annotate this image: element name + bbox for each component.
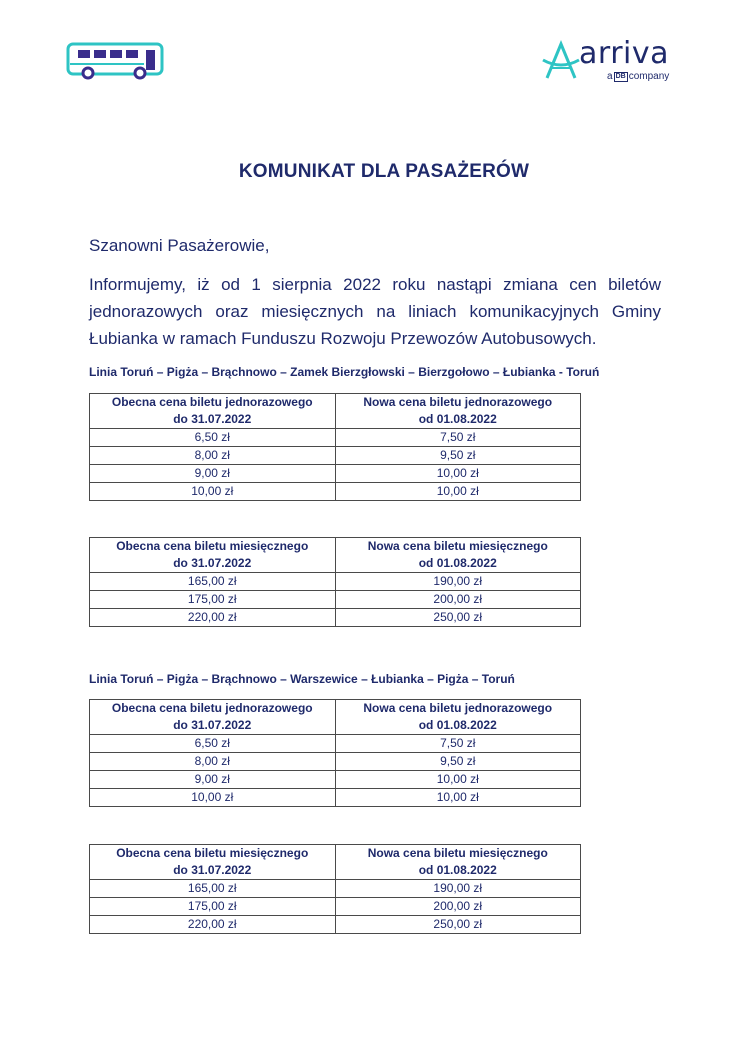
header-date: do 31.07.2022 bbox=[173, 556, 252, 570]
current-price-header bbox=[90, 845, 336, 880]
table-row bbox=[90, 771, 581, 789]
table-row bbox=[90, 483, 581, 501]
header-date: do 31.07.2022 bbox=[173, 863, 252, 877]
table-row bbox=[90, 789, 581, 807]
header-date: od 01.08.2022 bbox=[418, 556, 497, 570]
table-row bbox=[90, 880, 581, 898]
new-price-header bbox=[335, 394, 581, 429]
table-row bbox=[90, 591, 581, 609]
arriva-wordmark: arriva bbox=[579, 36, 669, 71]
new-price-header bbox=[335, 700, 581, 735]
new-price: 10,00 zł bbox=[335, 465, 581, 483]
line-2-monthly-ticket-table bbox=[89, 844, 581, 934]
current-price: 6,50 zł bbox=[90, 735, 336, 753]
current-price: 9,00 zł bbox=[90, 465, 336, 483]
new-price: 200,00 zł bbox=[335, 898, 581, 916]
table-row bbox=[90, 609, 581, 627]
table-row bbox=[90, 465, 581, 483]
header-label: Nowa cena biletu jednorazowego bbox=[363, 395, 553, 409]
new-price-header bbox=[335, 538, 581, 573]
table-header-row bbox=[90, 394, 581, 429]
line-2-title: Linia Toruń – Pigża – Brąchnowo – Warszewice – Łubianka – Pigża – Toruń bbox=[89, 672, 515, 686]
current-price: 10,00 zł bbox=[90, 483, 336, 501]
current-price-header bbox=[90, 700, 336, 735]
new-price: 7,50 zł bbox=[335, 735, 581, 753]
current-price: 8,00 zł bbox=[90, 753, 336, 771]
table-row bbox=[90, 898, 581, 916]
current-price-header bbox=[90, 538, 336, 573]
new-price: 250,00 zł bbox=[335, 916, 581, 934]
bus-icon bbox=[66, 42, 166, 82]
arriva-logo-icon bbox=[541, 40, 581, 80]
new-price: 190,00 zł bbox=[335, 880, 581, 898]
current-price: 8,00 zł bbox=[90, 447, 336, 465]
table-row bbox=[90, 916, 581, 934]
table-row bbox=[90, 573, 581, 591]
table-header-row bbox=[90, 700, 581, 735]
current-price: 175,00 zł bbox=[90, 898, 336, 916]
current-price-header bbox=[90, 394, 336, 429]
table-header-row bbox=[90, 845, 581, 880]
line-1-single-ticket-table bbox=[89, 393, 581, 501]
current-price: 165,00 zł bbox=[90, 880, 336, 898]
current-price: 165,00 zł bbox=[90, 573, 336, 591]
table-row bbox=[90, 735, 581, 753]
header-label: Obecna cena biletu jednorazowego bbox=[111, 395, 313, 409]
greeting: Szanowni Pasażerowie, bbox=[89, 236, 270, 255]
current-price: 6,50 zł bbox=[90, 429, 336, 447]
current-price: 220,00 zł bbox=[90, 916, 336, 934]
tagline-prefix: a bbox=[607, 71, 613, 82]
new-price: 10,00 zł bbox=[335, 483, 581, 501]
current-price: 9,00 zł bbox=[90, 771, 336, 789]
header-label: Nowa cena biletu miesięcznego bbox=[367, 539, 548, 553]
page-title: KOMUNIKAT DLA PASAŻERÓW bbox=[238, 161, 530, 182]
table-header-row bbox=[90, 538, 581, 573]
new-price: 250,00 zł bbox=[335, 609, 581, 627]
table-row bbox=[90, 429, 581, 447]
current-price: 10,00 zł bbox=[90, 789, 336, 807]
new-price: 9,50 zł bbox=[335, 447, 581, 465]
current-price: 175,00 zł bbox=[90, 591, 336, 609]
table-row bbox=[90, 447, 581, 465]
tagline-suffix: company bbox=[628, 71, 670, 82]
new-price: 190,00 zł bbox=[335, 573, 581, 591]
new-price: 200,00 zł bbox=[335, 591, 581, 609]
new-price: 9,50 zł bbox=[335, 753, 581, 771]
header-date: do 31.07.2022 bbox=[173, 412, 252, 426]
header-label: Obecna cena biletu miesięcznego bbox=[116, 539, 309, 553]
line-1-title: Linia Toruń – Pigża – Brąchnowo – Zamek Bierzgłowski – Bierzgołowo – Łubianka - Toruń bbox=[89, 365, 600, 379]
intro-paragraph: Informujemy, iż od 1 sierpnia 2022 roku nastąpi zmiana cen biletów jednorazowych oraz miesięcznych na liniach komunikacyjnych Gminy Łubianka w ramach Funduszu Rozwoju Przewozów Autobusowych. bbox=[89, 275, 661, 348]
header-date: od 01.08.2022 bbox=[418, 412, 497, 426]
line-2-single-ticket-table bbox=[89, 699, 581, 807]
header-label: Nowa cena biletu miesięcznego bbox=[367, 846, 548, 860]
header-date: do 31.07.2022 bbox=[173, 718, 252, 732]
table-row bbox=[90, 753, 581, 771]
new-price: 7,50 zł bbox=[335, 429, 581, 447]
header-label: Obecna cena biletu jednorazowego bbox=[111, 701, 313, 715]
arriva-tagline bbox=[607, 71, 669, 82]
header-date: od 01.08.2022 bbox=[418, 718, 497, 732]
line-1-monthly-ticket-table bbox=[89, 537, 581, 627]
db-badge: DB bbox=[615, 72, 626, 80]
header-label: Obecna cena biletu miesięcznego bbox=[116, 846, 309, 860]
header-label: Nowa cena biletu jednorazowego bbox=[363, 701, 553, 715]
new-price: 10,00 zł bbox=[335, 771, 581, 789]
new-price: 10,00 zł bbox=[335, 789, 581, 807]
current-price: 220,00 zł bbox=[90, 609, 336, 627]
header-date: od 01.08.2022 bbox=[418, 863, 497, 877]
new-price-header bbox=[335, 845, 581, 880]
